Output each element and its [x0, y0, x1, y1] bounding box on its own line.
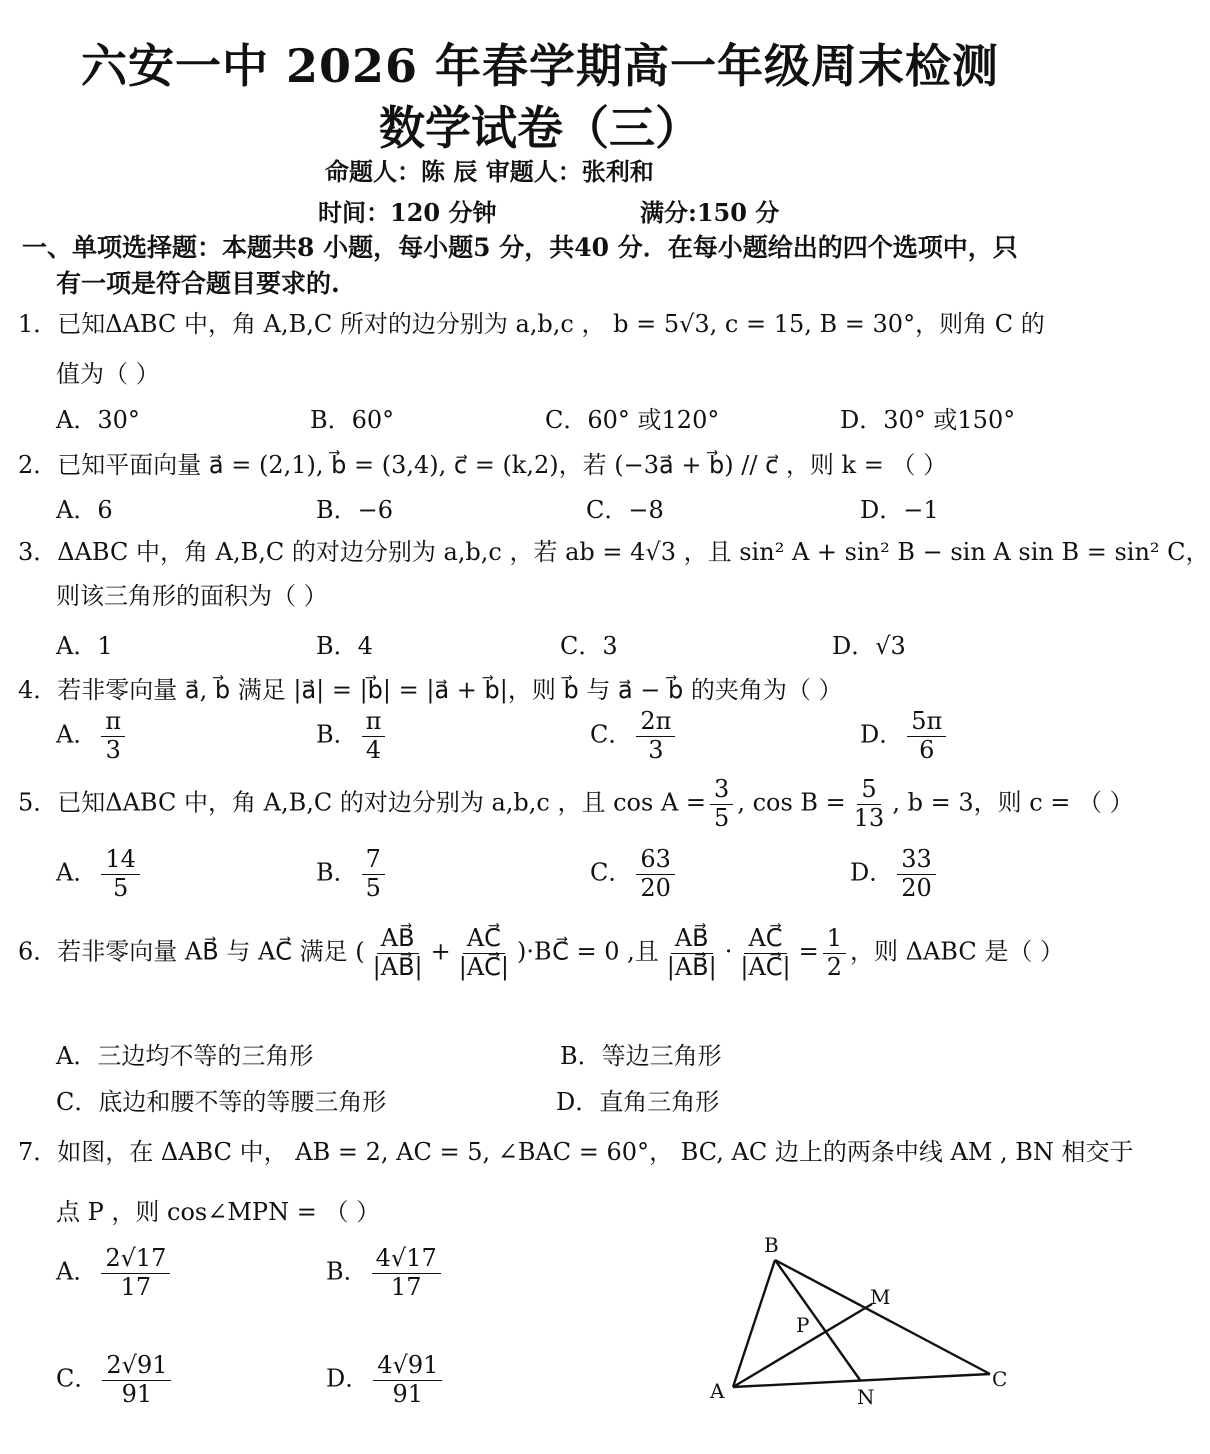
- question-7-stem: 7．如图，在 ΔABC 中， AB = 2, AC = 5, ∠BAC = 60°， BC, AC 边上的两条中线 AM , BN 相交于: [18, 1138, 1134, 1166]
- question-4-option-a: A． $\frac{\pi}{3}$: [56, 708, 129, 764]
- triangle-figure: [700, 1232, 1020, 1422]
- question-4-stem: 4．若非零向量 a⃗, b⃗ 满足 |a⃗| = |b⃗| = |a⃗ + b⃗|，则 b⃗ 与 a⃗ − b⃗ 的夹角为（ ）: [18, 676, 843, 704]
- label-b: B: [764, 1233, 779, 1257]
- question-6-option-a: A．三边均不等的三角形: [56, 1042, 314, 1070]
- question-5-stem: 5．已知ΔABC 中，角 A,B,C 的对边分别为 a,b,c ，且 cos A = $\frac{3}{5}$ , cos B = $\frac{5}{13}$ , b = 3，则 c = （ ）: [18, 775, 1134, 832]
- question-1-stem-cont: 值为（ ）: [56, 360, 160, 388]
- question-2-option-a: A．6: [56, 496, 113, 524]
- question-3-option-c: C．3: [560, 632, 618, 660]
- question-5-option-b: B． $\frac{7}{5}$: [316, 846, 389, 902]
- question-7-option-c: C． $\frac{2√91}{91}$: [56, 1352, 175, 1408]
- question-1-stem: 1．已知ΔABC 中，角 A,B,C 所对的边分别为 a,b,c ， b = 5√3, c = 15, B = 30°，则角 C 的: [18, 310, 1045, 338]
- question-2-option-d: D．−1: [860, 496, 939, 524]
- label-c: C: [992, 1367, 1008, 1391]
- label-n: N: [857, 1385, 875, 1409]
- exam-subtitle: 数学试卷（三）: [379, 101, 701, 155]
- exam-time: 时间：120 分钟: [318, 198, 497, 227]
- exam-title: 六安一中 2026 年春学期高一年级周末检测: [80, 39, 1000, 93]
- question-4-option-b: B． $\frac{\pi}{4}$: [316, 708, 389, 764]
- question-1-option-d: D．30° 或150°: [840, 406, 1016, 434]
- question-3-option-d: D．√3: [832, 632, 906, 660]
- section-heading-line1: 一、单项选择题：本题共8 小题，每小题5 分，共40 分．在每小题给出的四个选项中，只: [22, 233, 1018, 262]
- question-6-option-b: B．等边三角形: [560, 1042, 722, 1070]
- question-7-option-d: D． $\frac{4√91}{91}$: [326, 1352, 446, 1408]
- section-heading-line2: 有一项是符合题目要求的.: [56, 269, 340, 298]
- question-7-option-b: B． $\frac{4√17}{17}$: [326, 1245, 445, 1301]
- question-1-option-b: B．60°: [310, 406, 395, 434]
- question-3-option-a: A．1: [56, 632, 113, 660]
- question-7-stem-cont: 点 P ，则 cos∠MPN = （ ）: [56, 1198, 381, 1226]
- question-7-option-a: A． $\frac{2√17}{17}$: [56, 1245, 174, 1301]
- question-3-stem-cont: 则该三角形的面积为（ ）: [56, 582, 328, 610]
- question-6-option-c: C．底边和腰不等的等腰三角形: [56, 1088, 387, 1116]
- question-2-option-c: C．−8: [586, 496, 664, 524]
- question-3-option-b: B．4: [316, 632, 373, 660]
- question-4-option-d: D． $\frac{5\pi}{6}$: [860, 708, 950, 764]
- question-1-option-a: A．30°: [56, 406, 140, 434]
- question-4-option-c: C． $\frac{2\pi}{3}$: [590, 708, 679, 764]
- question-2-stem: 2．已知平面向量 a⃗ = (2,1), b⃗ = (3,4), c⃗ = (k,2)，若 (−3a⃗ + b⃗) // c⃗ ，则 k = （ ）: [18, 451, 948, 479]
- label-p: P: [796, 1313, 810, 1337]
- question-5-option-c: C． $\frac{63}{20}$: [590, 846, 679, 902]
- question-5-option-d: D． $\frac{33}{20}$: [850, 846, 940, 902]
- question-1-option-c: C．60° 或120°: [545, 406, 720, 434]
- edge-ab: [733, 1260, 775, 1387]
- question-5-option-a: A． $\frac{14}{5}$: [56, 846, 144, 902]
- exam-full-score: 满分:150 分: [640, 198, 780, 227]
- question-2-option-b: B．−6: [316, 496, 394, 524]
- question-3-stem: 3．ΔABC 中，角 A,B,C 的对边分别为 a,b,c ，若 ab = 4√3 ，且 sin² A + sin² B − sin A sin B = sin² C，: [18, 538, 1210, 566]
- exam-authors: 命题人：陈 辰 审题人：张利和: [325, 157, 654, 186]
- label-m: M: [870, 1285, 891, 1309]
- question-6-stem: 6．若非零向量 AB⃗ 与 AC⃗ 满足 ( $\frac{AB⃗}{|AB⃗|}$ + $\frac{AC⃗}{|AC⃗|}$ )·BC⃗ = 0 ,且 $\frac{AB⃗}{|AB⃗|}$ · $\frac{AC⃗}{|AC⃗|}$ = $\frac{1}{2}$ ，则 ΔABC 是（ ）: [18, 924, 1065, 981]
- question-6-option-d: D．直角三角形: [556, 1088, 720, 1116]
- label-a: A: [710, 1379, 725, 1403]
